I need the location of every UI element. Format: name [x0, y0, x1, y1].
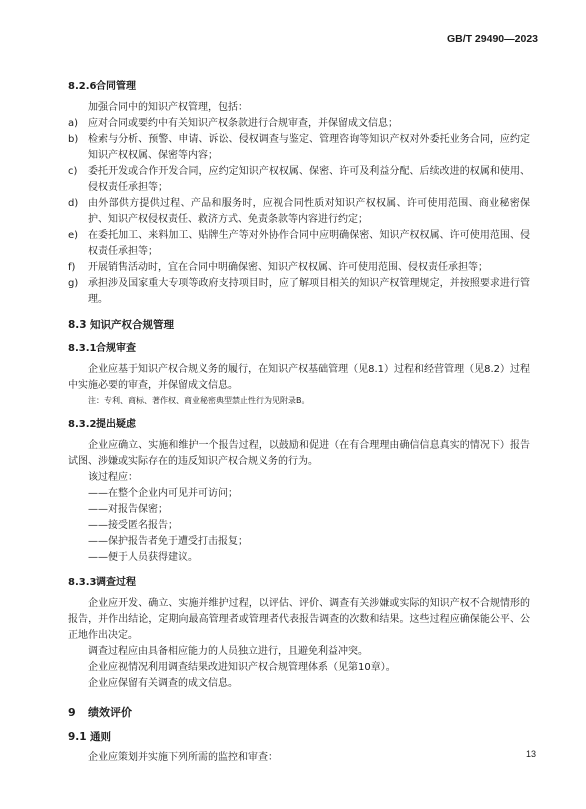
document-body — [68, 80, 530, 766]
paragraph: 企业应确立、实施和维护一个报告过程，以鼓励和促进（在有合理理由确信信息真实的情况下）报告试图、涉嫌或实际存在的违反知识产权合规义务的行为。 — [68, 440, 530, 467]
note: 注：专利、商标、著作权、商业秘密典型禁止性行为见附录B。 — [88, 396, 310, 405]
list-item — [68, 132, 530, 164]
list-marker: b) — [68, 134, 79, 145]
heading-number: 8.3.3 — [68, 577, 97, 588]
heading-9 — [68, 706, 530, 720]
list-item — [68, 116, 530, 132]
list-item — [68, 276, 530, 308]
list-marker: d) — [68, 198, 79, 209]
heading-8-3-1 — [68, 342, 530, 356]
list-item — [68, 196, 530, 228]
list-item — [68, 164, 530, 196]
heading-title: 合同管理 — [96, 81, 136, 92]
dash-item: ——便于人员获得建议。 — [88, 552, 198, 563]
heading-9-1 — [68, 730, 530, 744]
list-text: 在委托加工、来料加工、贴牌生产等对外协作合同中应明确保密、知识产权权属、许可使用范围、侵权责任承担等； — [88, 230, 530, 257]
standard-code: GB/T 29490—2023 — [446, 33, 538, 45]
paragraph: 企业应保留有关调查的成文信息。 — [88, 678, 238, 689]
dash-item: ——对报告保密； — [88, 504, 168, 515]
heading-8-2-6 — [68, 80, 530, 94]
heading-title: 提出疑虑 — [96, 419, 136, 430]
list-marker: f) — [68, 262, 76, 273]
heading-title: 合规审查 — [96, 343, 136, 354]
paragraph: 调查过程应由具备相应能力的人员独立进行，且避免利益冲突。 — [88, 646, 368, 657]
heading-title: 通则 — [90, 731, 111, 743]
heading-8-3-2 — [68, 418, 530, 432]
paragraph: 企业应基于知识产权合规义务的履行，在知识产权基础管理（见8.1）过程和经营管理（见8.2）过程中实施必要的审查，并保留成文信息。 — [68, 364, 530, 391]
heading-title: 绩效评价 — [88, 706, 132, 719]
list-marker: c) — [68, 166, 78, 177]
list-text: 应对合同或要约中有关知识产权条款进行合规审查，并保留成文信息； — [88, 118, 398, 129]
list-item — [68, 260, 530, 276]
heading-number: 8.2.6 — [68, 81, 97, 92]
heading-8-3 — [68, 318, 530, 332]
paragraph: 企业应视情况利用调查结果改进知识产权合规管理体系（见第10章）。 — [88, 662, 396, 673]
dash-item: ——在整个企业内可见并可访问； — [88, 488, 238, 499]
list-item — [68, 228, 530, 260]
list-text: 由外部供方提供过程、产品和服务时，应视合同性质对知识产权权属、许可使用范围、商业秘密保护、知识产权侵权责任、救济方式、免责条款等内容进行约定； — [88, 198, 530, 225]
heading-title: 调查过程 — [96, 577, 136, 588]
paragraph: 企业应开发、确立、实施并维护过程，以评估、评价、调查有关涉嫌或实际的知识产权不合规情形的报告，并作出结论，定期向最高管理者或管理者代表报告调查的次数和结果。这些过程应确保能公平、公正地作出决定。 — [68, 598, 530, 641]
heading-8-3-3 — [68, 576, 530, 590]
list-text: 开展销售活动时，宜在合同中明确保密、知识产权权属、许可使用范围、侵权责任承担等； — [88, 262, 488, 273]
list-marker: e) — [68, 230, 79, 241]
page-number: 13 — [525, 749, 536, 759]
heading-title: 知识产权合规管理 — [90, 319, 174, 331]
paragraph: 企业应策划并实施下列所需的监控和审查： — [88, 752, 278, 763]
list-marker: g) — [68, 278, 79, 289]
heading-number: 8.3.1 — [68, 343, 97, 354]
heading-number: 8.3.2 — [68, 419, 97, 430]
list-text: 委托开发或合作开发合同，应约定知识产权权属、保密、许可及利益分配、后续改进的权属和使用、侵权责任承担等； — [88, 166, 530, 193]
heading-number: 9.1 — [68, 731, 87, 743]
paragraph: 加强合同中的知识产权管理，包括： — [88, 102, 248, 113]
heading-number: 9 — [68, 706, 76, 719]
heading-number: 8.3 — [68, 319, 87, 331]
dash-item: ——保护报告者免于遭受打击报复； — [88, 536, 248, 547]
list-text: 检索与分析、预警、申请、诉讼、侵权调查与鉴定、管理咨询等知识产权对外委托业务合同，应约定知识产权权属、保密等内容； — [88, 134, 530, 161]
dash-item: ——接受匿名报告； — [88, 520, 178, 531]
paragraph: 该过程应： — [88, 472, 138, 483]
list-text: 承担涉及国家重大专项等政府支持项目时，应了解项目相关的知识产权管理规定，并按照要求进行管理。 — [88, 278, 530, 305]
list-marker: a) — [68, 118, 79, 129]
